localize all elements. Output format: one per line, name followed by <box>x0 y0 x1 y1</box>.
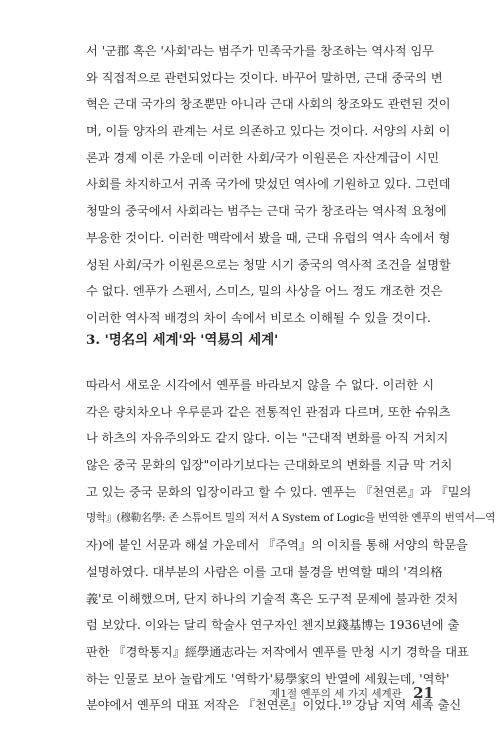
text-line: 명학』(穆勒名學: 존 스튜어트 밀의 저서 A System of Logic을 번역한 옌푸의 번역서—역 <box>86 512 496 525</box>
text-line: 부응한 것이다. 이러한 맥락에서 봤을 때, 근대 유럽의 역사 속에서 형 <box>86 230 451 245</box>
text-line: 럼 보았다. 이와는 달리 학술사 연구자인 첸지보錢基博는 1936년에 출 <box>86 618 460 633</box>
text-line: 분야에서 옌푸의 대표 저작은 『천연론』이었다.¹⁹ 강남 지역 세족 출신 <box>86 698 462 713</box>
text-line: 론과 경제 이론 가운데 이러한 사회/국가 이원론은 자산계급이 시민 <box>86 150 439 165</box>
text-line: 않은 중국 문화의 입장"이라기보다는 근대화로의 변화를 지금 막 거치 <box>86 458 453 473</box>
text-line: 사회를 차지하고서 귀족 국가에 맞섰던 역사에 기원하고 있다. 그런데 <box>86 177 451 192</box>
body-paragraph-2 <box>86 372 496 719</box>
text-line: 나 하츠의 자유주의와도 같지 않다. 이는 "근대적 변화를 아직 거치지 <box>86 431 449 446</box>
text-line: 혁은 근대 국가의 창조뿐만 아니라 근대 사회의 창조와도 관련된 것이 <box>86 97 451 112</box>
text-line: 따라서 새로운 시각에서 옌푸를 바라보지 않을 수 없다. 이러한 시 <box>86 378 434 392</box>
text-line: 고 있는 중국 문화의 입장이라고 할 수 있다. 옌푸는 『천연론』과 『밀의 <box>86 484 472 499</box>
text-line: 설명하였다. 대부분의 사람은 이를 고대 불경을 번역할 때의 '격의格 <box>86 564 443 579</box>
page-number: 21 <box>413 684 434 702</box>
text-line: 자)에 붙인 서문과 해설 가운데서 『주역』의 이치를 통해 서양의 학문을 <box>86 538 468 553</box>
body-paragraph-1 <box>86 38 451 332</box>
text-line: 와 직접적으로 관련되었다는 것이다. 바꾸어 말하면, 근대 중국의 변 <box>86 70 443 85</box>
text-line: 성된 사회/국가 이원론으로는 청말 시기 중국의 역사적 조건을 설명할 <box>86 257 451 272</box>
text-line: 청말의 중국에서 사회라는 범주는 근대 국가 창조라는 역사적 요청에 <box>86 204 447 219</box>
text-line: 며, 이들 양자의 관계는 서로 의존하고 있다는 것이다. 서양의 사회 이 <box>86 124 451 139</box>
text-line: 하는 인물로 보아 놀랍게도 '역학가'易學家의 반열에 세웠는데, '역학' <box>86 671 450 686</box>
text-line: 수 없다. 엔푸가 스펜서, 스미스, 밀의 사상을 어느 정도 개조한 것은 <box>86 284 443 299</box>
text-line: 義'로 이해했으며, 단지 하나의 기술적 혹은 도구적 문제에 불과한 것처 <box>86 591 459 606</box>
page-footer <box>270 683 434 704</box>
text-line: 각은 량치차오나 우루룬과 같은 전통적인 관점과 다르며, 또한 슈워츠 <box>86 404 451 419</box>
text-line: 판한 『경학통지』經學通志라는 저작에서 옌푸를 만청 시기 경학을 대표 <box>86 644 469 659</box>
text-line: 이러한 역사적 배경의 차이 속에서 비로소 이해될 수 있을 것이다. <box>86 310 431 325</box>
text-line: 서 '군郡 혹은 '사회'라는 범주가 민족국가를 창조하는 역사적 임무 <box>86 44 434 58</box>
section-heading: 3. '명名의 세계'와 '역易의 세계' <box>86 332 279 348</box>
running-title: 제1절 옌푸의 세 가지 세계관 <box>270 688 402 700</box>
